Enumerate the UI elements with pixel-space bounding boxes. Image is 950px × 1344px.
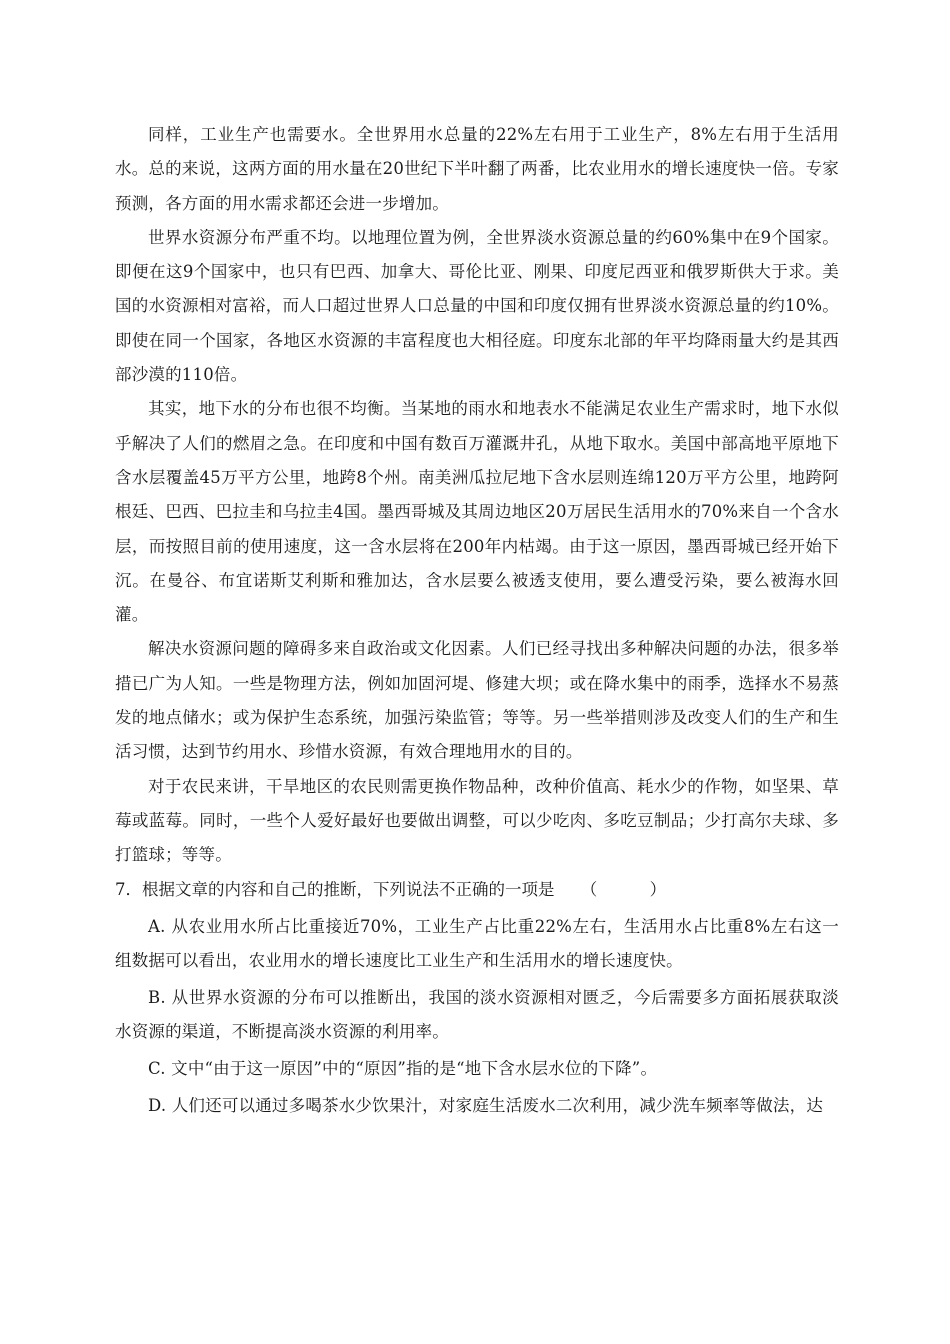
document-body — [115, 118, 839, 1123]
option-c: C. 文中“由于这一原因”中的“原因”指的是“地下含水层水位的下降”。 — [148, 1058, 658, 1078]
paragraph-industrial-water: 同样，工业生产也需要水。全世界用水总量的22%左右用于工业生产，8%左右用于生活用水。总的来说，这两方面的用水量在20世纪下半叶翻了两番，比农业用水的增长速度快一倍。专家预测，各方面的用水需求都还会进一步增加。 — [115, 125, 839, 213]
paragraph-water-distribution: 世界水资源分布严重不均。以地理位置为例，全世界淡水资源总量的约60%集中在9个国家。即便在这9个国家中，也只有巴西、加拿大、哥伦比亚、刚果、印度尼西亚和俄罗斯供大于求。美国的水资源相对富裕，而人口超过世界人口总量的中国和印度仅拥有世界淡水资源总量的约10%。即使在同一个国家，各地区水资源的丰富程度也大相径庭。印度东北部的年平均降雨量大约是其西部沙漠的110倍。 — [115, 227, 839, 385]
paragraph-groundwater: 其实，地下水的分布也很不均衡。当某地的雨水和地表水不能满足农业生产需求时，地下水似乎解决了人们的燃眉之急。在印度和中国有数百万灌溉井孔，从地下取水。美国中部高地平原地下含水层覆盖45万平方公里，地跨8个州。南美洲瓜拉尼地下含水层则连绵120万平方公里，地跨阿根廷、巴西、巴拉圭和乌拉圭4国。墨西哥城及其周边地区20万居民生活用水的70%来自一个含水层，而按照目前的使用速度，这一含水层将在200年内枯竭。由于这一原因，墨西哥城已经开始下沉。在曼谷、布宜诺斯艾利斯和雅加达，含水层要么被透支使用，要么遭受污染，要么被海水回灌。 — [115, 399, 839, 625]
option-d: D. 人们还可以通过多喝茶水少饮果汁，对家庭生活废水二次利用，减少洗车频率等做法，达 — [148, 1095, 824, 1115]
question-stem: 7．根据文章的内容和自己的推断，下列说法不正确的一项是 （ ） — [115, 879, 667, 899]
paragraph-solutions: 解决水资源问题的障碍多来自政治或文化因素。人们已经寻找出多种解决问题的办法，很多举措已广为人知。一些是物理方法，例如加固河堤、修建大坝；或在降水集中的雨季，选择水不易蒸发的地点储水；或为保护生态系统，加强污染监管；等等。另一些举措则涉及改变人们的生产和生活习惯，达到节约用水、珍惜水资源，有效合理地用水的目的。 — [115, 639, 839, 762]
option-a: A. 从农业用水所占比重接近70%，工业生产占比重22%左右，生活用水占比重8%左右这一组数据可以看出，农业用水的增长速度比工业生产和生活用水的增长速度快。 — [115, 916, 839, 970]
paragraph-farmers: 对于农民来讲，干旱地区的农民则需更换作物品种，改种价值高、耗水少的作物，如坚果、草莓或蓝莓。同时，一些个人爱好最好也要做出调整，可以少吃肉、多吃豆制品；少打高尔夫球、多打篮球；等等。 — [115, 776, 839, 865]
option-b: B. 从世界水资源的分布可以推断出，我国的淡水资源相对匮乏，今后需要多方面拓展获取淡水资源的渠道，不断提高淡水资源的利用率。 — [115, 987, 839, 1041]
